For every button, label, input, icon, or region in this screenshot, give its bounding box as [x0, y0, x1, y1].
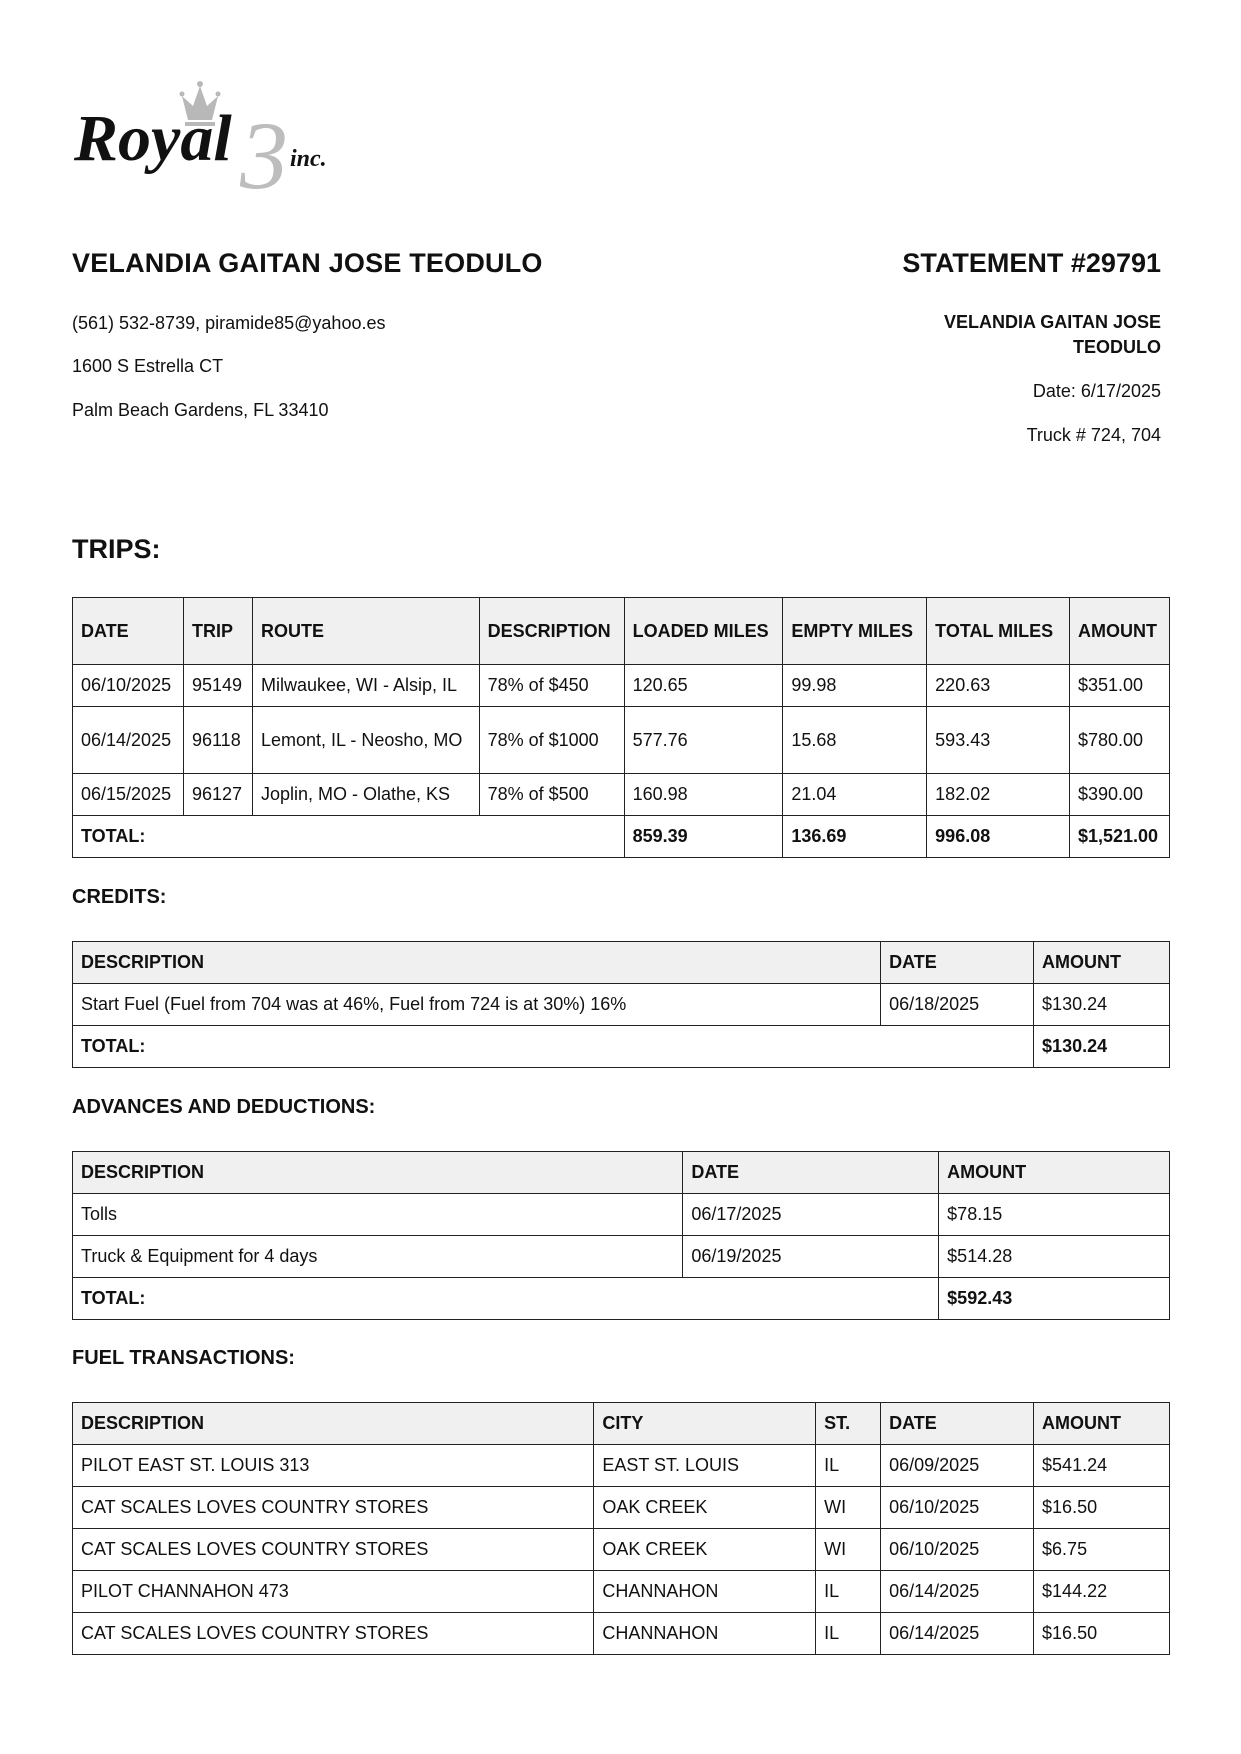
trips-total-label: TOTAL: — [73, 816, 625, 858]
advance-description: Truck & Equipment for 4 days — [73, 1236, 683, 1278]
col-header-description: DESCRIPTION — [73, 1403, 594, 1445]
fuel-table — [72, 1402, 1170, 1655]
trip-total-miles: 593.43 — [927, 707, 1070, 774]
trip-number: 96127 — [183, 774, 252, 816]
table-row — [73, 1571, 1170, 1613]
trips-total-empty: 136.69 — [783, 816, 927, 858]
trips-heading: TRIPS: — [72, 534, 161, 564]
col-header-date: DATE — [881, 942, 1034, 984]
trips-table — [72, 597, 1170, 858]
advance-amount: $78.15 — [939, 1194, 1170, 1236]
company-logo — [72, 78, 382, 198]
trip-date: 06/10/2025 — [73, 665, 184, 707]
credit-amount: $130.24 — [1034, 984, 1170, 1026]
col-header-description: DESCRIPTION — [479, 598, 624, 665]
advances-heading: ADVANCES AND DEDUCTIONS: — [72, 1096, 376, 1118]
advance-date: 06/17/2025 — [683, 1194, 939, 1236]
trip-date: 06/15/2025 — [73, 774, 184, 816]
fuel-date: 06/10/2025 — [881, 1529, 1034, 1571]
fuel-amount: $541.24 — [1034, 1445, 1170, 1487]
fuel-state: WI — [816, 1529, 881, 1571]
credits-header-row — [73, 942, 1170, 984]
col-header-description: DESCRIPTION — [73, 1152, 683, 1194]
fuel-city: CHANNAHON — [594, 1613, 816, 1655]
fuel-date: 06/09/2025 — [881, 1445, 1034, 1487]
fuel-city: EAST ST. LOUIS — [594, 1445, 816, 1487]
table-row — [73, 1194, 1170, 1236]
fuel-amount: $16.50 — [1034, 1613, 1170, 1655]
fuel-city: OAK CREEK — [594, 1529, 816, 1571]
driver-address-line1: 1600 S Estrella CT — [72, 356, 224, 376]
credits-total-amount: $130.24 — [1034, 1026, 1170, 1068]
advances-total-label: TOTAL: — [73, 1278, 939, 1320]
trip-loaded-miles: 120.65 — [624, 665, 783, 707]
fuel-amount: $16.50 — [1034, 1487, 1170, 1529]
col-header-city: CITY — [594, 1403, 816, 1445]
table-row — [73, 1529, 1170, 1571]
credit-description: Start Fuel (Fuel from 704 was at 46%, Fuel from 724 is at 30%) 16% — [73, 984, 881, 1026]
trip-total-miles: 220.63 — [927, 665, 1070, 707]
svg-text:Royal: Royal — [74, 102, 232, 175]
col-header-date: DATE — [881, 1403, 1034, 1445]
trip-route: Milwaukee, WI - Alsip, IL — [252, 665, 479, 707]
fuel-state: IL — [816, 1571, 881, 1613]
col-header-total-miles: TOTAL MILES — [927, 598, 1070, 665]
statement-driver-name: VELANDIA GAITAN JOSE TEODULO — [943, 312, 1161, 357]
advances-total-row — [73, 1278, 1170, 1320]
trip-number: 96118 — [183, 707, 252, 774]
trip-description: 78% of $500 — [479, 774, 624, 816]
table-row — [73, 1613, 1170, 1655]
credits-total-row — [73, 1026, 1170, 1068]
statement-date: Date: 6/17/2025 — [1032, 381, 1161, 401]
table-row — [73, 1236, 1170, 1278]
advances-table — [72, 1151, 1170, 1320]
table-row — [73, 984, 1170, 1026]
table-row — [73, 1445, 1170, 1487]
col-header-amount: AMOUNT — [1034, 942, 1170, 984]
table-row — [73, 1487, 1170, 1529]
fuel-description: CAT SCALES LOVES COUNTRY STORES — [73, 1487, 594, 1529]
trip-loaded-miles: 577.76 — [624, 707, 783, 774]
credits-total-label: TOTAL: — [73, 1026, 1034, 1068]
table-row — [73, 774, 1170, 816]
advances-total-amount: $592.43 — [939, 1278, 1170, 1320]
driver-address-line2: Palm Beach Gardens, FL 33410 — [72, 400, 329, 420]
trip-total-miles: 182.02 — [927, 774, 1070, 816]
fuel-date: 06/10/2025 — [881, 1487, 1034, 1529]
fuel-description: CAT SCALES LOVES COUNTRY STORES — [73, 1613, 594, 1655]
trips-total-row — [73, 816, 1170, 858]
credits-heading: CREDITS: — [72, 886, 167, 908]
fuel-city: CHANNAHON — [594, 1571, 816, 1613]
trip-amount: $780.00 — [1069, 707, 1169, 774]
trips-total-amount: $1,521.00 — [1069, 816, 1169, 858]
fuel-heading: FUEL TRANSACTIONS: — [72, 1347, 295, 1369]
fuel-state: IL — [816, 1613, 881, 1655]
credits-table — [72, 941, 1170, 1068]
col-header-state: ST. — [816, 1403, 881, 1445]
advance-amount: $514.28 — [939, 1236, 1170, 1278]
table-row — [73, 665, 1170, 707]
trips-total-loaded: 859.39 — [624, 816, 783, 858]
col-header-amount: AMOUNT — [939, 1152, 1170, 1194]
fuel-description: PILOT EAST ST. LOUIS 313 — [73, 1445, 594, 1487]
fuel-amount: $6.75 — [1034, 1529, 1170, 1571]
fuel-description: PILOT CHANNAHON 473 — [73, 1571, 594, 1613]
fuel-amount: $144.22 — [1034, 1571, 1170, 1613]
col-header-amount: AMOUNT — [1034, 1403, 1170, 1445]
trip-description: 78% of $1000 — [479, 707, 624, 774]
fuel-date: 06/14/2025 — [881, 1613, 1034, 1655]
trips-total-miles: 996.08 — [927, 816, 1070, 858]
trip-empty-miles: 99.98 — [783, 665, 927, 707]
trip-number: 95149 — [183, 665, 252, 707]
trip-amount: $351.00 — [1069, 665, 1169, 707]
advance-description: Tolls — [73, 1194, 683, 1236]
credit-date: 06/18/2025 — [881, 984, 1034, 1026]
trip-loaded-miles: 160.98 — [624, 774, 783, 816]
trips-header-row — [73, 598, 1170, 665]
col-header-trip: TRIP — [183, 598, 252, 665]
trip-route: Lemont, IL - Neosho, MO — [252, 707, 479, 774]
trip-date: 06/14/2025 — [73, 707, 184, 774]
fuel-state: IL — [816, 1445, 881, 1487]
advance-date: 06/19/2025 — [683, 1236, 939, 1278]
fuel-header-row — [73, 1403, 1170, 1445]
col-header-date: DATE — [73, 598, 184, 665]
col-header-description: DESCRIPTION — [73, 942, 881, 984]
trip-amount: $390.00 — [1069, 774, 1169, 816]
trip-empty-miles: 21.04 — [783, 774, 927, 816]
fuel-date: 06/14/2025 — [881, 1571, 1034, 1613]
advances-header-row — [73, 1152, 1170, 1194]
fuel-description: CAT SCALES LOVES COUNTRY STORES — [73, 1529, 594, 1571]
driver-name-heading: VELANDIA GAITAN JOSE TEODULO — [72, 248, 543, 278]
svg-text:3: 3 — [240, 102, 288, 198]
fuel-state: WI — [816, 1487, 881, 1529]
statement-number: STATEMENT #29791 — [902, 248, 1161, 278]
trip-empty-miles: 15.68 — [783, 707, 927, 774]
col-header-date: DATE — [683, 1152, 939, 1194]
col-header-loaded-miles: LOADED MILES — [624, 598, 783, 665]
driver-contact: (561) 532-8739, piramide85@yahoo.es — [72, 313, 386, 333]
statement-truck: Truck # 724, 704 — [1026, 425, 1161, 445]
svg-text:inc.: inc. — [290, 146, 327, 172]
col-header-amount: AMOUNT — [1069, 598, 1169, 665]
fuel-city: OAK CREEK — [594, 1487, 816, 1529]
table-row — [73, 707, 1170, 774]
trip-route: Joplin, MO - Olathe, KS — [252, 774, 479, 816]
col-header-route: ROUTE — [252, 598, 479, 665]
trip-description: 78% of $450 — [479, 665, 624, 707]
col-header-empty-miles: EMPTY MILES — [783, 598, 927, 665]
